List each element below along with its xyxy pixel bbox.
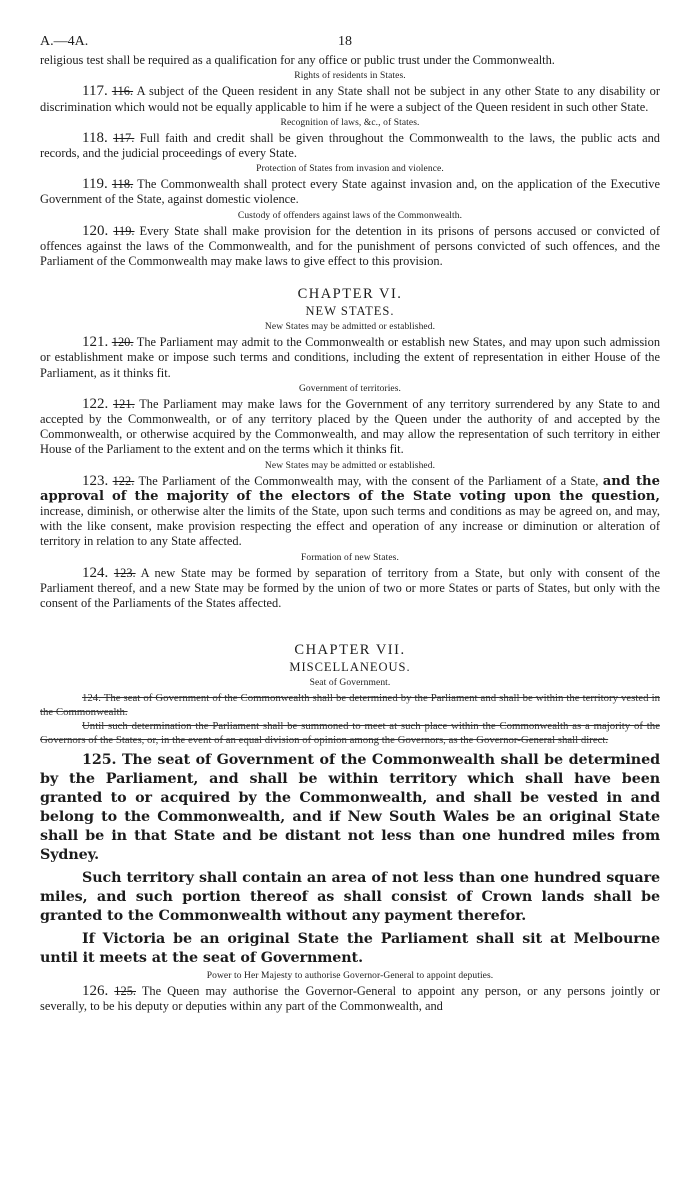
old-section-number: 118.	[111, 177, 134, 192]
section-120	[40, 224, 660, 270]
section-text-b: increase, diminish, or otherwise alter the limits of the State, upon such terms and conditions as may be agreed on, and may, with the like consent, make provision respecting the effect and operation of any increase or diminution or alteration of territory in relation to any State affected.	[40, 504, 660, 549]
section-number: 117.	[82, 83, 108, 100]
old-section-number: 122.	[112, 473, 135, 488]
section-number: 126.	[82, 983, 109, 1000]
sidenote-126: Power to Her Majesty to authorise Governor-General to appoint deputies.	[206, 971, 494, 982]
section-number: 119.	[82, 176, 108, 193]
section-text: A subject of the Queen resident in any State shall not be subject in any other State to any disability or discrimination which would not be equally applicable to him if he were a subject of the Queen resident in such other State.	[40, 84, 660, 114]
old-section-number: 119.	[113, 223, 135, 238]
document-reference: A.—4A.	[40, 34, 89, 49]
section-118	[40, 131, 660, 161]
section-123	[40, 474, 660, 550]
section-text-a: The Parliament of the Commonwealth may, with the consent of the Parliament of a State,	[138, 473, 599, 488]
section-text: A new State may be formed by separation of territory from a State, but only with consent of the Parliament thereof, and a new State may be formed by the union of two or more States or parts of States, but only with the consent of the Parliaments of the States affected.	[40, 565, 660, 611]
page-header	[40, 34, 660, 49]
section-125-territory: Such territory shall contain an area of not less than one hundred square miles, and such portion thereof as shall consist of Crown lands shall be granted to the Commonwealth without any payment therefor.	[40, 870, 660, 925]
sidenote-119: Protection of States from invasion and violence.	[256, 164, 444, 175]
section-text: The Parliament may admit to the Commonwealth or establish new States, and may upon such admission or establishment make or impose such terms and conditions, including the extent of representation in either House of the Parliament, as it thinks fit.	[40, 335, 661, 380]
chapter-7-subtitle: MISCELLANEOUS.	[289, 660, 411, 675]
old-section-number: 125.	[114, 984, 136, 999]
intro-text: religious test shall be required as a qualification for any office or public trust under the Commonwealth.	[40, 53, 555, 68]
section-text: The Commonwealth shall protect every State against invasion and, on the application of the Executive Government of the State, against domestic violence.	[40, 177, 661, 207]
page-number: 18	[338, 34, 352, 49]
sidenote-118: Recognition of laws, &c., of States.	[280, 117, 420, 128]
section-text: Every State shall make provision for the detention in its prisons of persons accused or convicted of offences against the laws of the Commonwealth, and for the punishment of persons convicted of such offences, and the Parliament of the Commonwealth may make laws to give effect to this provision.	[40, 223, 661, 269]
old-section-number: 120.	[111, 335, 134, 350]
sidenote-123: New States may be admitted or established.	[264, 460, 436, 471]
section-124	[40, 566, 660, 612]
sidenote-124: Formation of new States.	[301, 552, 399, 563]
section-122	[40, 397, 660, 458]
section-text: Full faith and credit shall be given throughout the Commonwealth to the laws, the public acts and records, and the judicial proceedings of every State.	[40, 130, 660, 161]
chapter-7-title: CHAPTER VII.	[294, 642, 406, 659]
old-section-number: 121.	[112, 396, 135, 411]
sidenote-117: Rights of residents in States.	[294, 71, 406, 82]
section-121	[40, 335, 660, 381]
struck-clause-2: Until such determination the Parliament shall be summoned to meet at such place within the Commonwealth as a majority of the Governors of the States, or, in the event of an equal division of opinion among the Governors, as the Governor-General shall direct.	[40, 720, 660, 747]
section-119	[40, 177, 660, 207]
sidenote-120: Custody of offenders against laws of the Commonwealth.	[237, 210, 463, 221]
section-number: 122.	[82, 395, 109, 412]
section-number: 124.	[82, 564, 109, 581]
sidenote-121: New States may be admitted or established.	[264, 322, 436, 333]
section-number: 123.	[82, 472, 109, 489]
section-text: The Parliament may make laws for the Government of any territory surrendered by any State to and accepted by the Commonwealth, or of any territory placed by the Queen under the authority of and accepted by the Commonwealth, or otherwise acquired by the Commonwealth, and may allow the representation of such territory in either House of the Parliament to the extent and on the terms which it thinks fit.	[40, 396, 661, 457]
section-number: 118.	[82, 129, 108, 146]
section-126	[40, 984, 660, 1014]
section-text: The Queen may authorise the Governor-General to appoint any person, or any persons jointly or severally, to be his deputy or deputies within any part of the Commonwealth, and	[40, 984, 661, 1014]
old-section-number: 116.	[111, 84, 134, 99]
struck-clause-1: 124. The seat of Government of the Commonwealth shall be determined by the Parliament and shall be within the territory vested in the Commonwealth.	[40, 692, 660, 719]
section-117	[40, 84, 660, 114]
section-125-bold: 125. The seat of Government of the Commonwealth shall be determined by the Parliament, and shall be within territory which shall have been granted to or acquired by the Commonwealth, and shall be vested in and belong to the Commonwealth, and if New South Wales be an original State shall be in that State and be distant not less than one hundred miles from Sydney.	[40, 752, 660, 864]
chapter-6-subtitle: NEW STATES.	[305, 304, 395, 319]
chapter-6-title: CHAPTER VI.	[297, 286, 403, 303]
inserted-bold-text: and the approval of the majority of the electors of the State voting upon the question,	[40, 473, 661, 504]
sidenote-seat: Seat of Government.	[309, 678, 391, 689]
old-section-number: 117.	[113, 130, 135, 145]
section-number: 120.	[82, 222, 109, 239]
old-section-number: 123.	[113, 565, 136, 580]
section-number: 121.	[82, 334, 109, 351]
section-125-melbourne: If Victoria be an original State the Parliament shall sit at Melbourne until it meets at the seat of Government.	[40, 931, 660, 967]
sidenote-122: Government of territories.	[298, 383, 402, 394]
